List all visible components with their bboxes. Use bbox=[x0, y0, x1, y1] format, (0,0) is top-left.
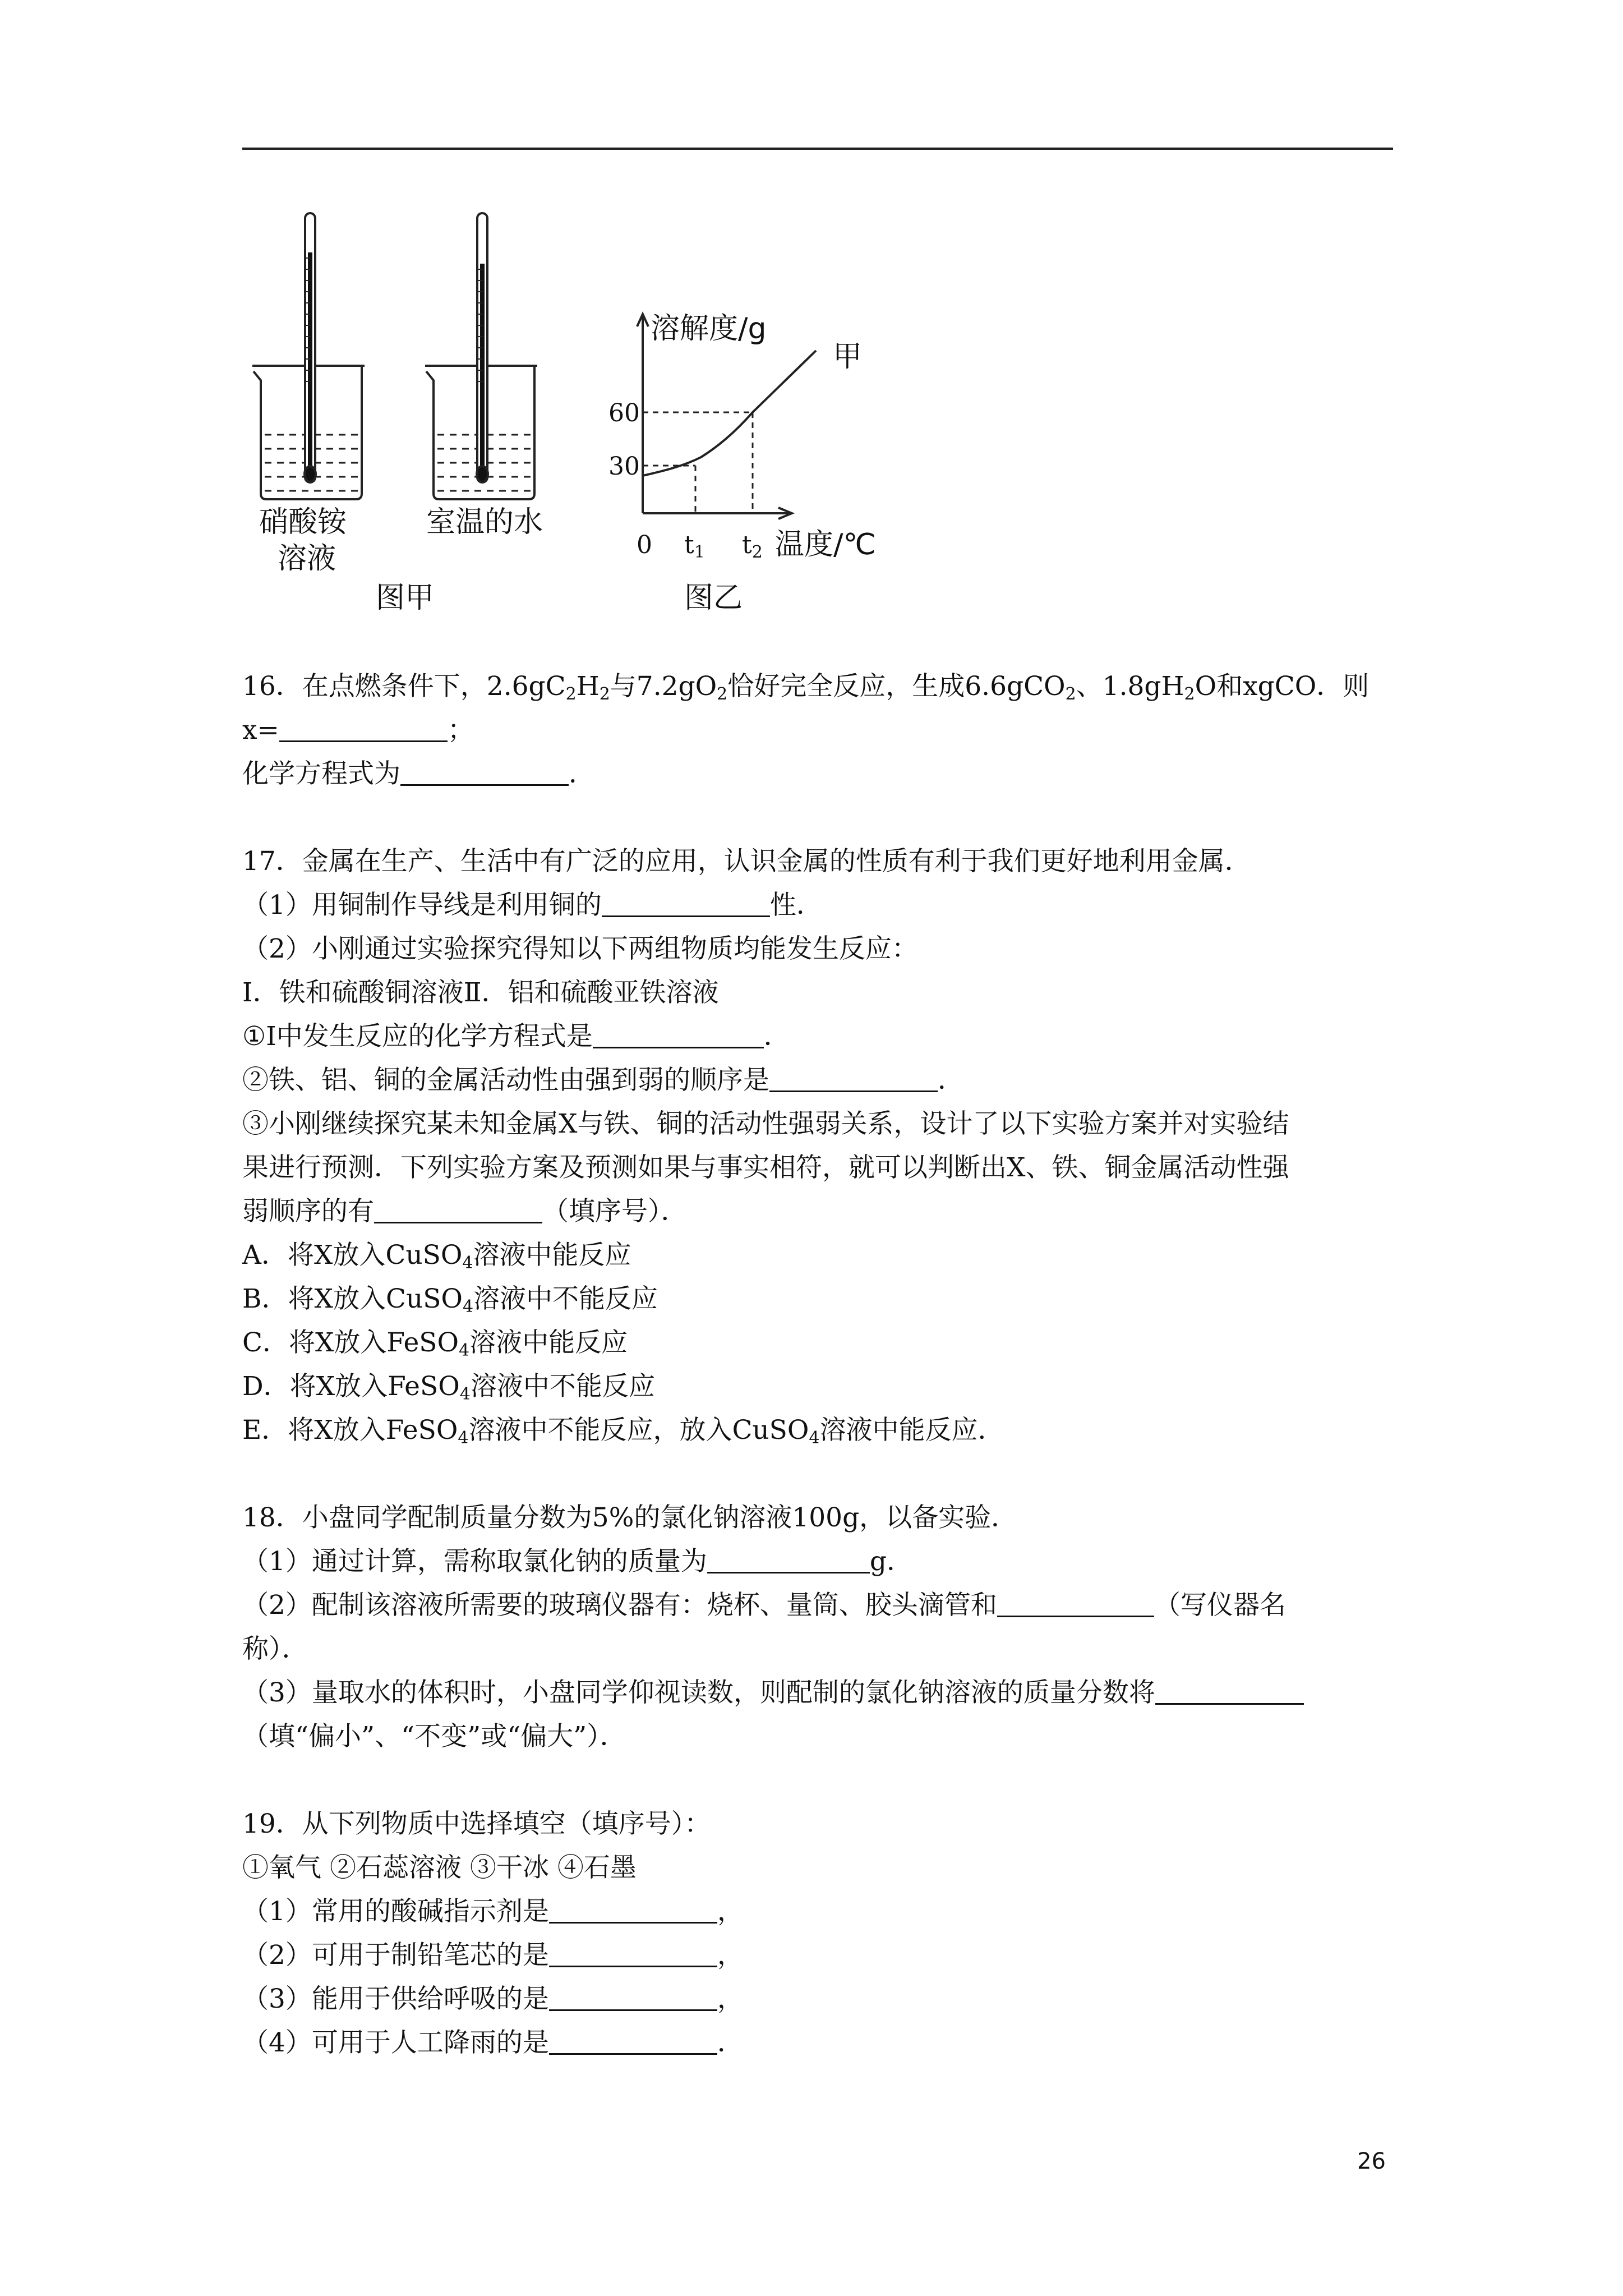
figure-area bbox=[236, 202, 965, 651]
q16-blank-x[interactable] bbox=[279, 712, 448, 742]
q17-option-e: E．将X放入FeSO$_4$溶液中不能反应，放入CuSO$_4$溶液中能反应． bbox=[242, 1415, 1004, 1448]
q17-line-4: Ⅰ．铁和硫酸铜溶液Ⅱ．铝和硫酸亚铁溶液 bbox=[242, 977, 719, 1008]
beaker1-label-1: 硝酸铵 bbox=[259, 505, 347, 539]
chart-x-tick-t1: $t_1$ bbox=[684, 531, 705, 562]
q17-blank-1[interactable] bbox=[602, 887, 770, 917]
q18-blank-2[interactable] bbox=[997, 1588, 1154, 1617]
q17-option-d: D．将X放入FeSO$_4$溶液中不能反应 bbox=[242, 1371, 655, 1404]
q19-blank-1[interactable] bbox=[549, 1894, 717, 1924]
q17-line-6: ②铁、铝、铜的金属活动性由强到弱的顺序是 ． bbox=[242, 1059, 1398, 1102]
q18-line-5: （3）量取水的体积时，小盘同学仰视读数，则配制的氯化钠溶液的质量分数将 bbox=[242, 1671, 1398, 1715]
beaker-ammonium-nitrate bbox=[252, 213, 365, 499]
q19-blank-3[interactable] bbox=[549, 1981, 717, 2011]
header-rule bbox=[242, 148, 1393, 150]
q17-option-c: C．将X放入FeSO$_4$溶液中能反应 bbox=[242, 1327, 628, 1360]
q16-line-3: 化学方程式为 ． bbox=[242, 752, 1398, 796]
q17-line-9: 弱顺序的有 （填序号）． bbox=[242, 1190, 1398, 1234]
q19-line-3: （1）常用的酸碱指示剂是 ， bbox=[242, 1890, 1398, 1934]
beaker-room-water bbox=[425, 213, 537, 499]
q17-line-3: （2）小刚通过实验探究得知以下两组物质均能发生反应： bbox=[242, 933, 918, 964]
q18-line-6: （填“偏小”、“不变”或“偏大”）． bbox=[242, 1721, 626, 1752]
q17-line-2: （1）用铜制作导线是利用铜的 性． bbox=[242, 884, 1398, 927]
figure-drawing bbox=[236, 202, 965, 651]
q16-blank-equation[interactable] bbox=[400, 756, 569, 786]
beaker2-label: 室温的水 bbox=[426, 505, 543, 539]
chart-x-tick-t2: $t_2$ bbox=[742, 531, 763, 562]
q19-line-6: （4）可用于人工降雨的是 ． bbox=[242, 2021, 1398, 2065]
figure-a-caption: 图甲 bbox=[376, 581, 435, 615]
q19-blank-4[interactable] bbox=[549, 2025, 717, 2055]
q16-line-1: 16．在点燃条件下，$2.6gC_2H_2$与$7.2gO_2$恰好完全反应，生成6.6gCO$_2$、$1.8gH_2O$和xgCO．则 bbox=[242, 671, 1370, 704]
q19-line-2: ①氧气 ②石蕊溶液 ③干冰 ④石墨 bbox=[242, 1852, 637, 1883]
page-number: 26 bbox=[1357, 2148, 1386, 2174]
beaker1-label-2: 溶液 bbox=[278, 542, 336, 576]
q18-line-4: 称）． bbox=[242, 1634, 308, 1664]
q18-line-1: 18．小盘同学配制质量分数为5%的氯化钠溶液100g，以备实验． bbox=[242, 1502, 1018, 1533]
q17-blank-3[interactable] bbox=[769, 1062, 938, 1092]
chart-origin: 0 bbox=[637, 531, 652, 559]
curve-jia bbox=[643, 351, 816, 476]
q18-line-3: （2）配制该溶液所需要的玻璃仪器有：烧杯、量筒、胶头滴管和 （写仪器名 bbox=[242, 1584, 1398, 1627]
q17-line-7: ③小刚继续探究某未知金属X与铁、铜的活动性强弱关系，设计了以下实验方案并对实验结 bbox=[242, 1108, 1289, 1139]
q18-blank-3[interactable] bbox=[1155, 1675, 1304, 1705]
chart-y-tick-60: 60 bbox=[608, 399, 640, 427]
q17-line-1: 17．金属在生产、生活中有广泛的应用，认识金属的性质有利于我们更好地利用金属． bbox=[242, 846, 1251, 877]
q17-blank-2[interactable] bbox=[593, 1019, 764, 1048]
q17-blank-4[interactable] bbox=[374, 1194, 542, 1223]
chart-y-tick-30: 30 bbox=[608, 452, 640, 481]
q17-option-b: B．将X放入CuSO$_4$溶液中不能反应 bbox=[242, 1283, 658, 1317]
q18-blank-1[interactable] bbox=[707, 1544, 870, 1573]
q19-line-5: （3）能用于供给呼吸的是 ， bbox=[242, 1977, 1398, 2021]
q17-line-8: 果进行预测．下列实验方案及预测如果与事实相符，就可以判断出X、铁、铜金属活动性强 bbox=[242, 1152, 1289, 1183]
q17-line-5: ①Ⅰ中发生反应的化学方程式是 ． bbox=[242, 1015, 1398, 1059]
chart-xlabel: 温度/℃ bbox=[775, 528, 876, 562]
q19-line-1: 19．从下列物质中选择填空（填序号）： bbox=[242, 1809, 711, 1839]
chart-ylabel: 溶解度/g bbox=[651, 312, 767, 346]
q19-blank-2[interactable] bbox=[549, 1938, 717, 1967]
q16-line-2: x= ； bbox=[242, 708, 1398, 752]
q19-line-4: （2）可用于制铅笔芯的是 ， bbox=[242, 1934, 1398, 1977]
q18-line-2: （1）通过计算，需称取氯化钠的质量为 g． bbox=[242, 1540, 1398, 1584]
document-body bbox=[242, 665, 1398, 2065]
q17-option-a: A．将X放入CuSO$_4$溶液中能反应 bbox=[242, 1240, 631, 1273]
figure-b-caption: 图乙 bbox=[684, 581, 743, 615]
chart-curve-label: 甲 bbox=[833, 340, 863, 374]
